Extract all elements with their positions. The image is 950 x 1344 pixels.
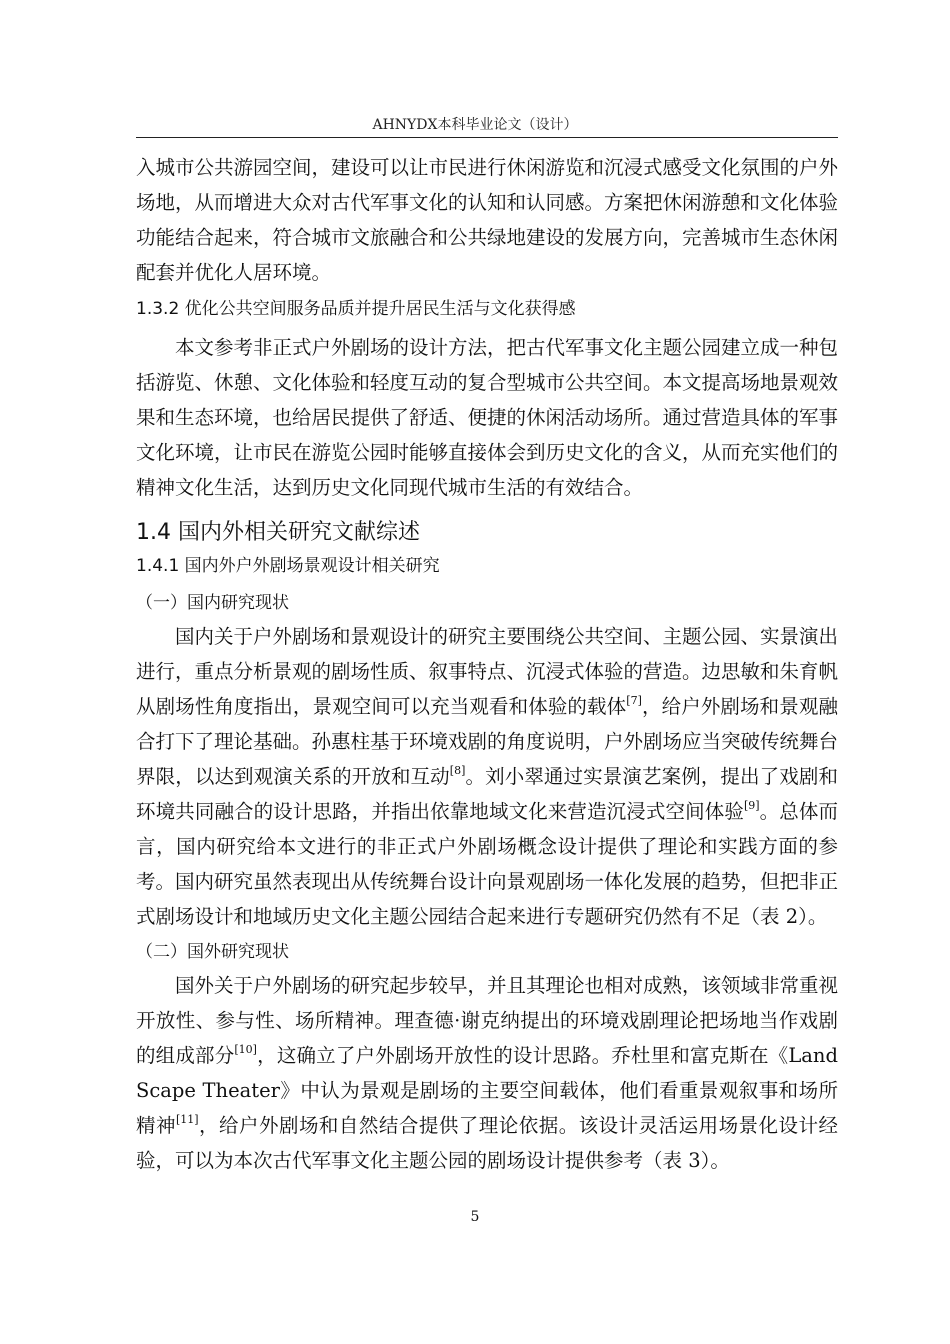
foreign-text-2: ，这确立了户外剧场开放性的设计思路。乔杜里和富克斯在《Land Scape Theater》中认为景观是剧场的主要空间载体，他们看重景观叙事和场所精神: [136, 1044, 838, 1137]
subheading-domestic: （一）国内研究现状: [136, 593, 289, 613]
paragraph-foreign-research: [136, 968, 838, 1178]
page-body: [136, 150, 838, 1178]
section-heading-1-4-1: 1.4.1 国内外户外剧场景观设计相关研究: [136, 556, 440, 576]
citation-9: [9]: [743, 798, 760, 812]
citation-7: [7]: [626, 693, 642, 707]
page-header: AHNYDX本科毕业论文（设计）: [372, 117, 578, 133]
citation-10: [10]: [234, 1042, 257, 1056]
domestic-text-1: 国内关于户外剧场和景观设计的研究主要围绕公共空间、主题公园、实景演出进行，重点分析景观的剧场性质、叙事特点、沉浸式体验的营造。边思敏和朱育帆从剧场性角度指出，景观空间可以充当观看和体验的载体: [136, 625, 839, 718]
foreign-text-1: 国外关于户外剧场的研究起步较早，并且其理论也相对成熟，该领域非常重视开放性、参与性、场所精神。理查德·谢克纳提出的环境戏剧理论把场地当作戏剧的组成部分: [136, 974, 839, 1067]
citation-8: [8]: [449, 763, 466, 777]
page-number: 5: [470, 1209, 480, 1225]
domestic-text-4: 。总体而言，国内研究给本文进行的非正式户外剧场概念设计提供了理论和实践方面的参考。国内研究虽然表现出从传统舞台设计向景观剧场一体化发展的趋势，但把非正式剧场设计和地域历史文化主题公园结合起来进行专题研究仍然有不足（表 2）。: [136, 800, 839, 928]
domestic-text-2: ，给户外剧场和景观融合打下了理论基础。孙惠柱基于环境戏剧的角度说明，户外剧场应当突破传统舞台界限，以达到观演关系的开放和互动: [136, 695, 839, 788]
paragraph-public-space: 本文参考非正式户外剧场的设计方法，把古代军事文化主题公园建立成一种包括游览、休憩、文化体验和轻度互动的复合型城市公共空间。本文提高场地景观效果和生态环境，也给居民提供了舒适、便捷的休闲活动场所。通过营造具体的军事文化环境，让市民在游览公园时能够直接体会到历史文化的含义，从而充实他们的精神文化生活，达到历史文化同现代城市生活的有效结合。: [136, 336, 839, 499]
header-rule: [136, 137, 838, 138]
paragraph-domestic-research: [136, 619, 838, 934]
section-heading-1-3-2: 1.3.2 优化公共空间服务品质并提升居民生活与文化获得感: [136, 299, 576, 319]
domestic-text-3: 。刘小翠通过实景演艺案例，提出了戏剧和环境共同融合的设计思路，并指出依靠地域文化来营造沉浸式空间体验: [136, 765, 838, 823]
foreign-text-3: ，给户外剧场和自然结合提供了理论依据。该设计灵活运用场景化设计经验，可以为本次古代军事文化主题公园的剧场设计提供参考（表 3）。: [136, 1114, 838, 1172]
citation-11: [11]: [175, 1112, 199, 1126]
section-heading-1-4: 1.4 国内外相关研究文献综述: [136, 520, 420, 545]
subheading-foreign: （二）国外研究现状: [136, 942, 289, 962]
paragraph-continuation: 入城市公共游园空间，建设可以让市民进行休闲游览和沉浸式感受文化氛围的户外场地，从而增进大众对古代军事文化的认知和认同感。方案把休闲游憩和文化体验功能结合起来，符合城市文旅融合和公共绿地建设的发展方向，完善城市生态休闲配套并优化人居环境。: [136, 156, 839, 284]
